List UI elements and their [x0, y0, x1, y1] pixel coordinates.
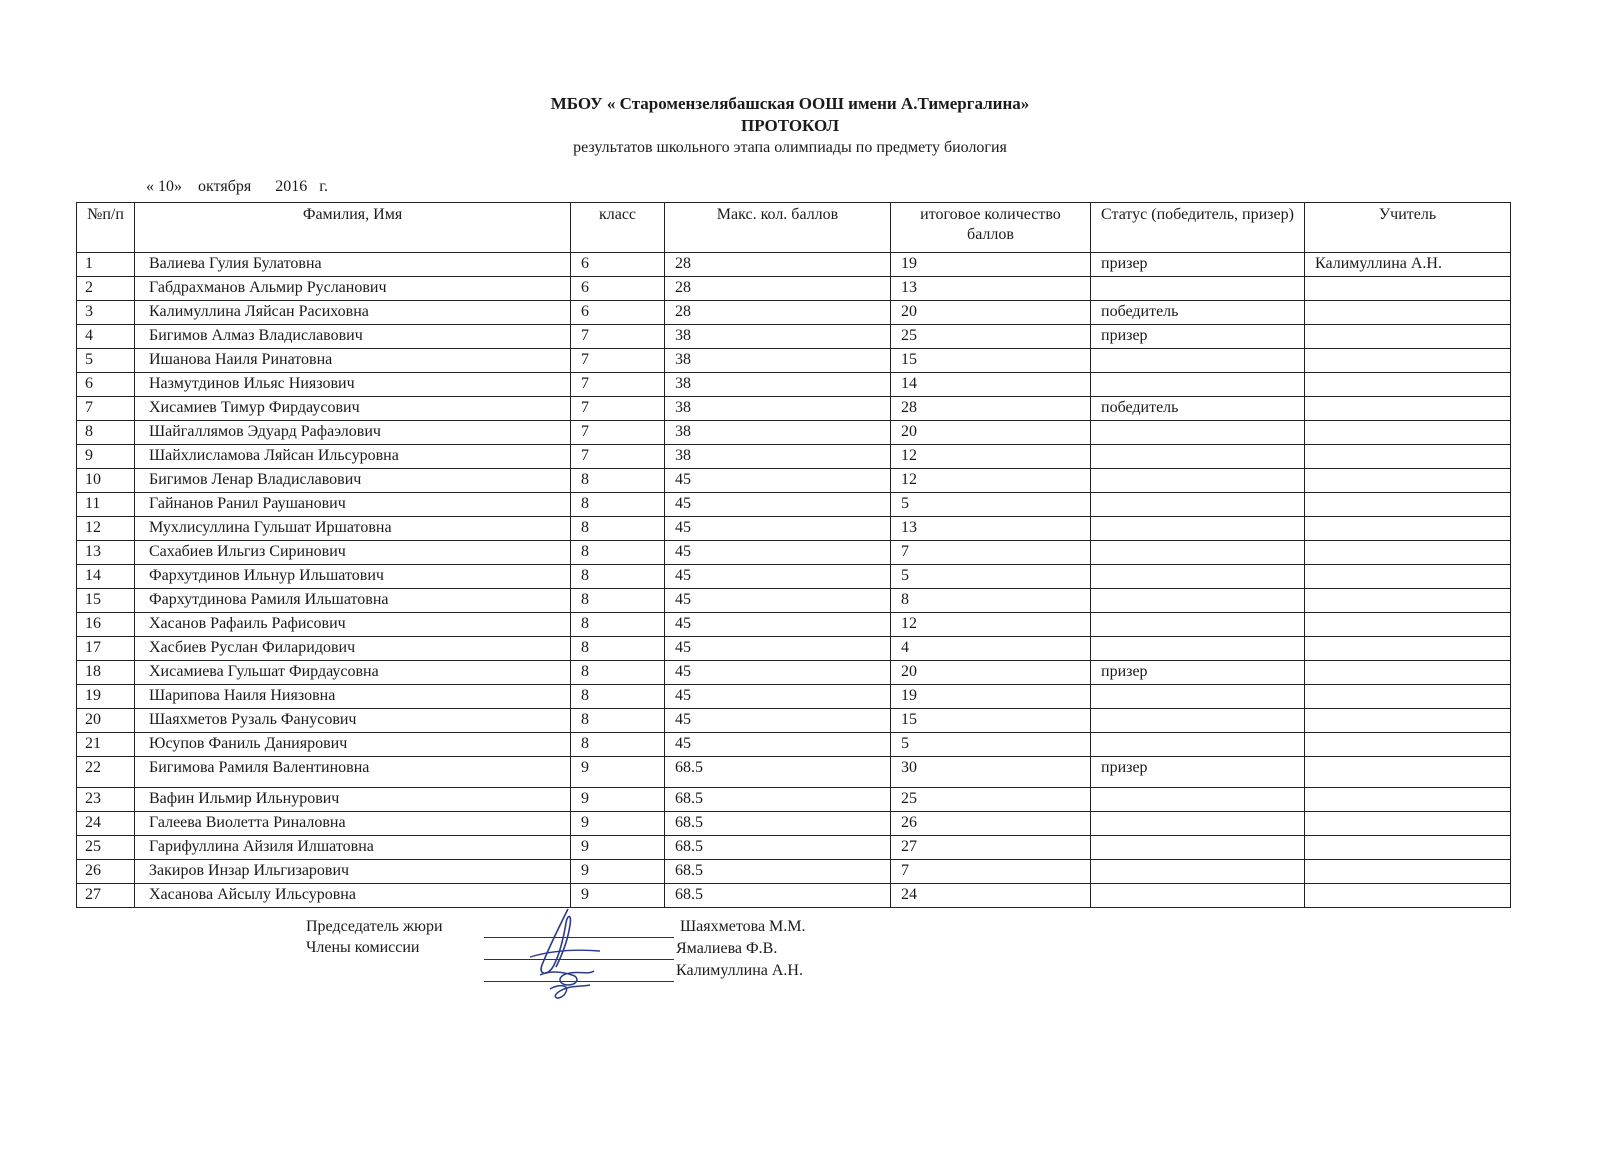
row-number: 19: [77, 685, 135, 709]
table-row: [77, 685, 1511, 709]
grade-cell: 8: [571, 661, 665, 685]
teacher-cell: [1305, 836, 1511, 860]
student-name: Шайхлисламова Ляйсан Ильсуровна: [135, 445, 571, 469]
row-number: 11: [77, 493, 135, 517]
col-header-status: Статус (победитель, призер): [1091, 203, 1305, 253]
student-name: Хасбиев Руслан Филаридович: [135, 637, 571, 661]
status-cell: [1091, 445, 1305, 469]
student-name: Вафин Ильмир Ильнурович: [135, 788, 571, 812]
final-score-cell: 20: [891, 301, 1091, 325]
max-score-cell: 45: [665, 733, 891, 757]
grade-cell: 9: [571, 836, 665, 860]
table-header-row: [77, 203, 1511, 253]
teacher-cell: [1305, 301, 1511, 325]
final-score-cell: 19: [891, 685, 1091, 709]
table-row: [77, 277, 1511, 301]
max-score-cell: 45: [665, 517, 891, 541]
teacher-cell: [1305, 812, 1511, 836]
table-row: [77, 661, 1511, 685]
grade-cell: 7: [571, 421, 665, 445]
max-score-cell: 28: [665, 277, 891, 301]
grade-cell: 6: [571, 253, 665, 277]
max-score-cell: 38: [665, 325, 891, 349]
student-name: Сахабиев Ильгиз Сиринович: [135, 541, 571, 565]
max-score-cell: 45: [665, 565, 891, 589]
student-name: Хасанов Рафаиль Рафисович: [135, 613, 571, 637]
row-number: 25: [77, 836, 135, 860]
document-date: « 10» октября 2016 г.: [146, 178, 328, 195]
table-row: [77, 445, 1511, 469]
max-score-cell: 68.5: [665, 812, 891, 836]
members-label: Члены комиссии: [306, 939, 420, 956]
max-score-cell: 38: [665, 397, 891, 421]
final-score-cell: 28: [891, 397, 1091, 421]
max-score-cell: 68.5: [665, 757, 891, 788]
final-score-cell: 25: [891, 325, 1091, 349]
status-cell: [1091, 493, 1305, 517]
row-number: 2: [77, 277, 135, 301]
max-score-cell: 38: [665, 445, 891, 469]
teacher-cell: [1305, 421, 1511, 445]
grade-cell: 7: [571, 349, 665, 373]
max-score-cell: 68.5: [665, 788, 891, 812]
table-row: [77, 349, 1511, 373]
final-score-cell: 25: [891, 788, 1091, 812]
grade-cell: 8: [571, 613, 665, 637]
grade-cell: 8: [571, 517, 665, 541]
student-name: Хасанова Айсылу Ильсуровна: [135, 884, 571, 908]
final-score-cell: 27: [891, 836, 1091, 860]
table-row: [77, 637, 1511, 661]
final-score-cell: 12: [891, 469, 1091, 493]
table-row: [77, 757, 1511, 788]
final-score-cell: 8: [891, 589, 1091, 613]
status-cell: призер: [1091, 661, 1305, 685]
max-score-cell: 38: [665, 349, 891, 373]
status-cell: [1091, 836, 1305, 860]
row-number: 20: [77, 709, 135, 733]
table-row: [77, 469, 1511, 493]
grade-cell: 8: [571, 709, 665, 733]
teacher-cell: [1305, 589, 1511, 613]
final-score-cell: 30: [891, 757, 1091, 788]
row-number: 13: [77, 541, 135, 565]
status-cell: [1091, 709, 1305, 733]
grade-cell: 6: [571, 301, 665, 325]
member2-name: Калимуллина А.Н.: [676, 962, 803, 979]
col-header-grade: класс: [571, 203, 665, 253]
status-cell: [1091, 733, 1305, 757]
status-cell: [1091, 812, 1305, 836]
row-number: 3: [77, 301, 135, 325]
row-number: 8: [77, 421, 135, 445]
row-number: 24: [77, 812, 135, 836]
teacher-cell: [1305, 860, 1511, 884]
final-score-cell: 13: [891, 517, 1091, 541]
status-cell: [1091, 788, 1305, 812]
table-row: [77, 589, 1511, 613]
member1-name: Ямалиева Ф.В.: [676, 940, 778, 957]
max-score-cell: 45: [665, 493, 891, 517]
row-number: 14: [77, 565, 135, 589]
grade-cell: 7: [571, 445, 665, 469]
student-name: Юсупов Фаниль Даниярович: [135, 733, 571, 757]
final-score-cell: 12: [891, 445, 1091, 469]
status-cell: призер: [1091, 253, 1305, 277]
grade-cell: 7: [571, 325, 665, 349]
final-score-cell: 5: [891, 733, 1091, 757]
student-name: Гарифуллина Айзиля Илшатовна: [135, 836, 571, 860]
student-name: Шаяхметов Рузаль Фанусович: [135, 709, 571, 733]
table-row: [77, 565, 1511, 589]
max-score-cell: 28: [665, 253, 891, 277]
col-header-number: №п/п: [77, 203, 135, 253]
final-score-cell: 24: [891, 884, 1091, 908]
grade-cell: 9: [571, 788, 665, 812]
table-row: [77, 812, 1511, 836]
final-score-cell: 15: [891, 349, 1091, 373]
teacher-cell: [1305, 788, 1511, 812]
max-score-cell: 38: [665, 421, 891, 445]
row-number: 6: [77, 373, 135, 397]
table-row: [77, 397, 1511, 421]
status-cell: призер: [1091, 325, 1305, 349]
grade-cell: 7: [571, 373, 665, 397]
table-body: [77, 253, 1511, 908]
teacher-cell: [1305, 685, 1511, 709]
student-name: Фархутдинов Ильнур Ильшатович: [135, 565, 571, 589]
row-number: 9: [77, 445, 135, 469]
teacher-cell: [1305, 469, 1511, 493]
status-cell: [1091, 349, 1305, 373]
table-row: [77, 613, 1511, 637]
document-title: ПРОТОКОЛ: [740, 116, 839, 135]
table-row: [77, 301, 1511, 325]
results-table: [76, 202, 1511, 908]
grade-cell: 9: [571, 884, 665, 908]
table-row: [77, 884, 1511, 908]
col-header-final-score: итоговое количество баллов: [891, 203, 1091, 253]
row-number: 7: [77, 397, 135, 421]
school-name: МБОУ « Старомензелябашская ООШ имени А.Тимергалина»: [550, 94, 1030, 113]
row-number: 22: [77, 757, 135, 788]
teacher-cell: [1305, 373, 1511, 397]
final-score-cell: 26: [891, 812, 1091, 836]
table-row: [77, 733, 1511, 757]
student-name: Бигимов Ленар Владиславович: [135, 469, 571, 493]
grade-cell: 7: [571, 397, 665, 421]
row-number: 17: [77, 637, 135, 661]
max-score-cell: 45: [665, 637, 891, 661]
grade-cell: 8: [571, 589, 665, 613]
teacher-cell: [1305, 541, 1511, 565]
chair-name: Шаяхметова М.М.: [680, 918, 806, 935]
status-cell: победитель: [1091, 397, 1305, 421]
row-number: 16: [77, 613, 135, 637]
max-score-cell: 45: [665, 685, 891, 709]
teacher-cell: [1305, 517, 1511, 541]
student-name: Гайнанов Ранил Раушанович: [135, 493, 571, 517]
document-subtitle: результатов школьного этапа олимпиады по предмету биология: [573, 139, 1007, 156]
grade-cell: 8: [571, 541, 665, 565]
status-cell: [1091, 637, 1305, 661]
max-score-cell: 68.5: [665, 860, 891, 884]
row-number: 18: [77, 661, 135, 685]
max-score-cell: 28: [665, 301, 891, 325]
table-row: [77, 709, 1511, 733]
row-number: 15: [77, 589, 135, 613]
table-row: [77, 253, 1511, 277]
teacher-cell: [1305, 709, 1511, 733]
row-number: 5: [77, 349, 135, 373]
student-name: Хисамиев Тимур Фирдаусович: [135, 397, 571, 421]
status-cell: [1091, 277, 1305, 301]
student-name: Галеева Виолетта Риналовна: [135, 812, 571, 836]
student-name: Шайгаллямов Эдуард Рафаэлович: [135, 421, 571, 445]
student-name: Ишанова Наиля Ринатовна: [135, 349, 571, 373]
status-cell: [1091, 541, 1305, 565]
final-score-cell: 7: [891, 541, 1091, 565]
student-name: Назмутдинов Ильяс Ниязович: [135, 373, 571, 397]
teacher-cell: [1305, 884, 1511, 908]
teacher-cell: [1305, 445, 1511, 469]
final-score-cell: 12: [891, 613, 1091, 637]
grade-cell: 8: [571, 565, 665, 589]
grade-cell: 9: [571, 860, 665, 884]
teacher-cell: [1305, 397, 1511, 421]
grade-cell: 9: [571, 757, 665, 788]
row-number: 1: [77, 253, 135, 277]
teacher-cell: [1305, 565, 1511, 589]
row-number: 23: [77, 788, 135, 812]
status-cell: [1091, 373, 1305, 397]
status-cell: [1091, 565, 1305, 589]
teacher-cell: [1305, 733, 1511, 757]
teacher-cell: [1305, 325, 1511, 349]
col-header-max-score: Макс. кол. баллов: [665, 203, 891, 253]
table-row: [77, 788, 1511, 812]
student-name: Габдрахманов Альмир Русланович: [135, 277, 571, 301]
max-score-cell: 45: [665, 661, 891, 685]
max-score-cell: 68.5: [665, 884, 891, 908]
student-name: Мухлисуллина Гульшат Иршатовна: [135, 517, 571, 541]
final-score-cell: 19: [891, 253, 1091, 277]
status-cell: победитель: [1091, 301, 1305, 325]
max-score-cell: 45: [665, 589, 891, 613]
row-number: 4: [77, 325, 135, 349]
row-number: 10: [77, 469, 135, 493]
table-row: [77, 860, 1511, 884]
row-number: 21: [77, 733, 135, 757]
student-name: Валиева Гулия Булатовна: [135, 253, 571, 277]
max-score-cell: 45: [665, 613, 891, 637]
final-score-cell: 13: [891, 277, 1091, 301]
table-row: [77, 373, 1511, 397]
max-score-cell: 45: [665, 709, 891, 733]
row-number: 27: [77, 884, 135, 908]
status-cell: [1091, 613, 1305, 637]
table-row: [77, 517, 1511, 541]
row-number: 26: [77, 860, 135, 884]
student-name: Бигимова Рамиля Валентиновна: [135, 757, 571, 788]
teacher-cell: [1305, 349, 1511, 373]
max-score-cell: 45: [665, 541, 891, 565]
grade-cell: 9: [571, 812, 665, 836]
table-row: [77, 421, 1511, 445]
student-name: Хисамиева Гульшат Фирдаусовна: [135, 661, 571, 685]
final-score-cell: 20: [891, 661, 1091, 685]
student-name: Бигимов Алмаз Владиславович: [135, 325, 571, 349]
status-cell: [1091, 469, 1305, 493]
max-score-cell: 45: [665, 469, 891, 493]
grade-cell: 8: [571, 469, 665, 493]
status-cell: [1091, 860, 1305, 884]
final-score-cell: 14: [891, 373, 1091, 397]
status-cell: [1091, 517, 1305, 541]
row-number: 12: [77, 517, 135, 541]
teacher-cell: [1305, 613, 1511, 637]
final-score-cell: 5: [891, 565, 1091, 589]
table-row: [77, 836, 1511, 860]
max-score-cell: 38: [665, 373, 891, 397]
col-header-teacher: Учитель: [1305, 203, 1511, 253]
final-score-cell: 4: [891, 637, 1091, 661]
status-cell: [1091, 884, 1305, 908]
status-cell: призер: [1091, 757, 1305, 788]
final-score-cell: 7: [891, 860, 1091, 884]
student-name: Калимуллина Ляйсан Расиховна: [135, 301, 571, 325]
grade-cell: 8: [571, 733, 665, 757]
status-cell: [1091, 589, 1305, 613]
grade-cell: 8: [571, 493, 665, 517]
table-row: [77, 325, 1511, 349]
chair-label: Председатель жюри: [306, 918, 443, 935]
grade-cell: 6: [571, 277, 665, 301]
teacher-cell: [1305, 637, 1511, 661]
teacher-cell: [1305, 277, 1511, 301]
final-score-cell: 5: [891, 493, 1091, 517]
student-name: Закиров Инзар Ильгизарович: [135, 860, 571, 884]
teacher-cell: [1305, 661, 1511, 685]
grade-cell: 8: [571, 685, 665, 709]
final-score-cell: 15: [891, 709, 1091, 733]
final-score-cell: 20: [891, 421, 1091, 445]
status-cell: [1091, 685, 1305, 709]
max-score-cell: 68.5: [665, 836, 891, 860]
grade-cell: 8: [571, 637, 665, 661]
table-row: [77, 541, 1511, 565]
handwritten-signature-icon: [520, 905, 610, 1005]
teacher-cell: [1305, 757, 1511, 788]
student-name: Шарипова Наиля Ниязовна: [135, 685, 571, 709]
status-cell: [1091, 421, 1305, 445]
teacher-cell: Калимуллина А.Н.: [1305, 253, 1511, 277]
table-row: [77, 493, 1511, 517]
col-header-name: Фамилия, Имя: [135, 203, 571, 253]
teacher-cell: [1305, 493, 1511, 517]
student-name: Фархутдинова Рамиля Ильшатовна: [135, 589, 571, 613]
